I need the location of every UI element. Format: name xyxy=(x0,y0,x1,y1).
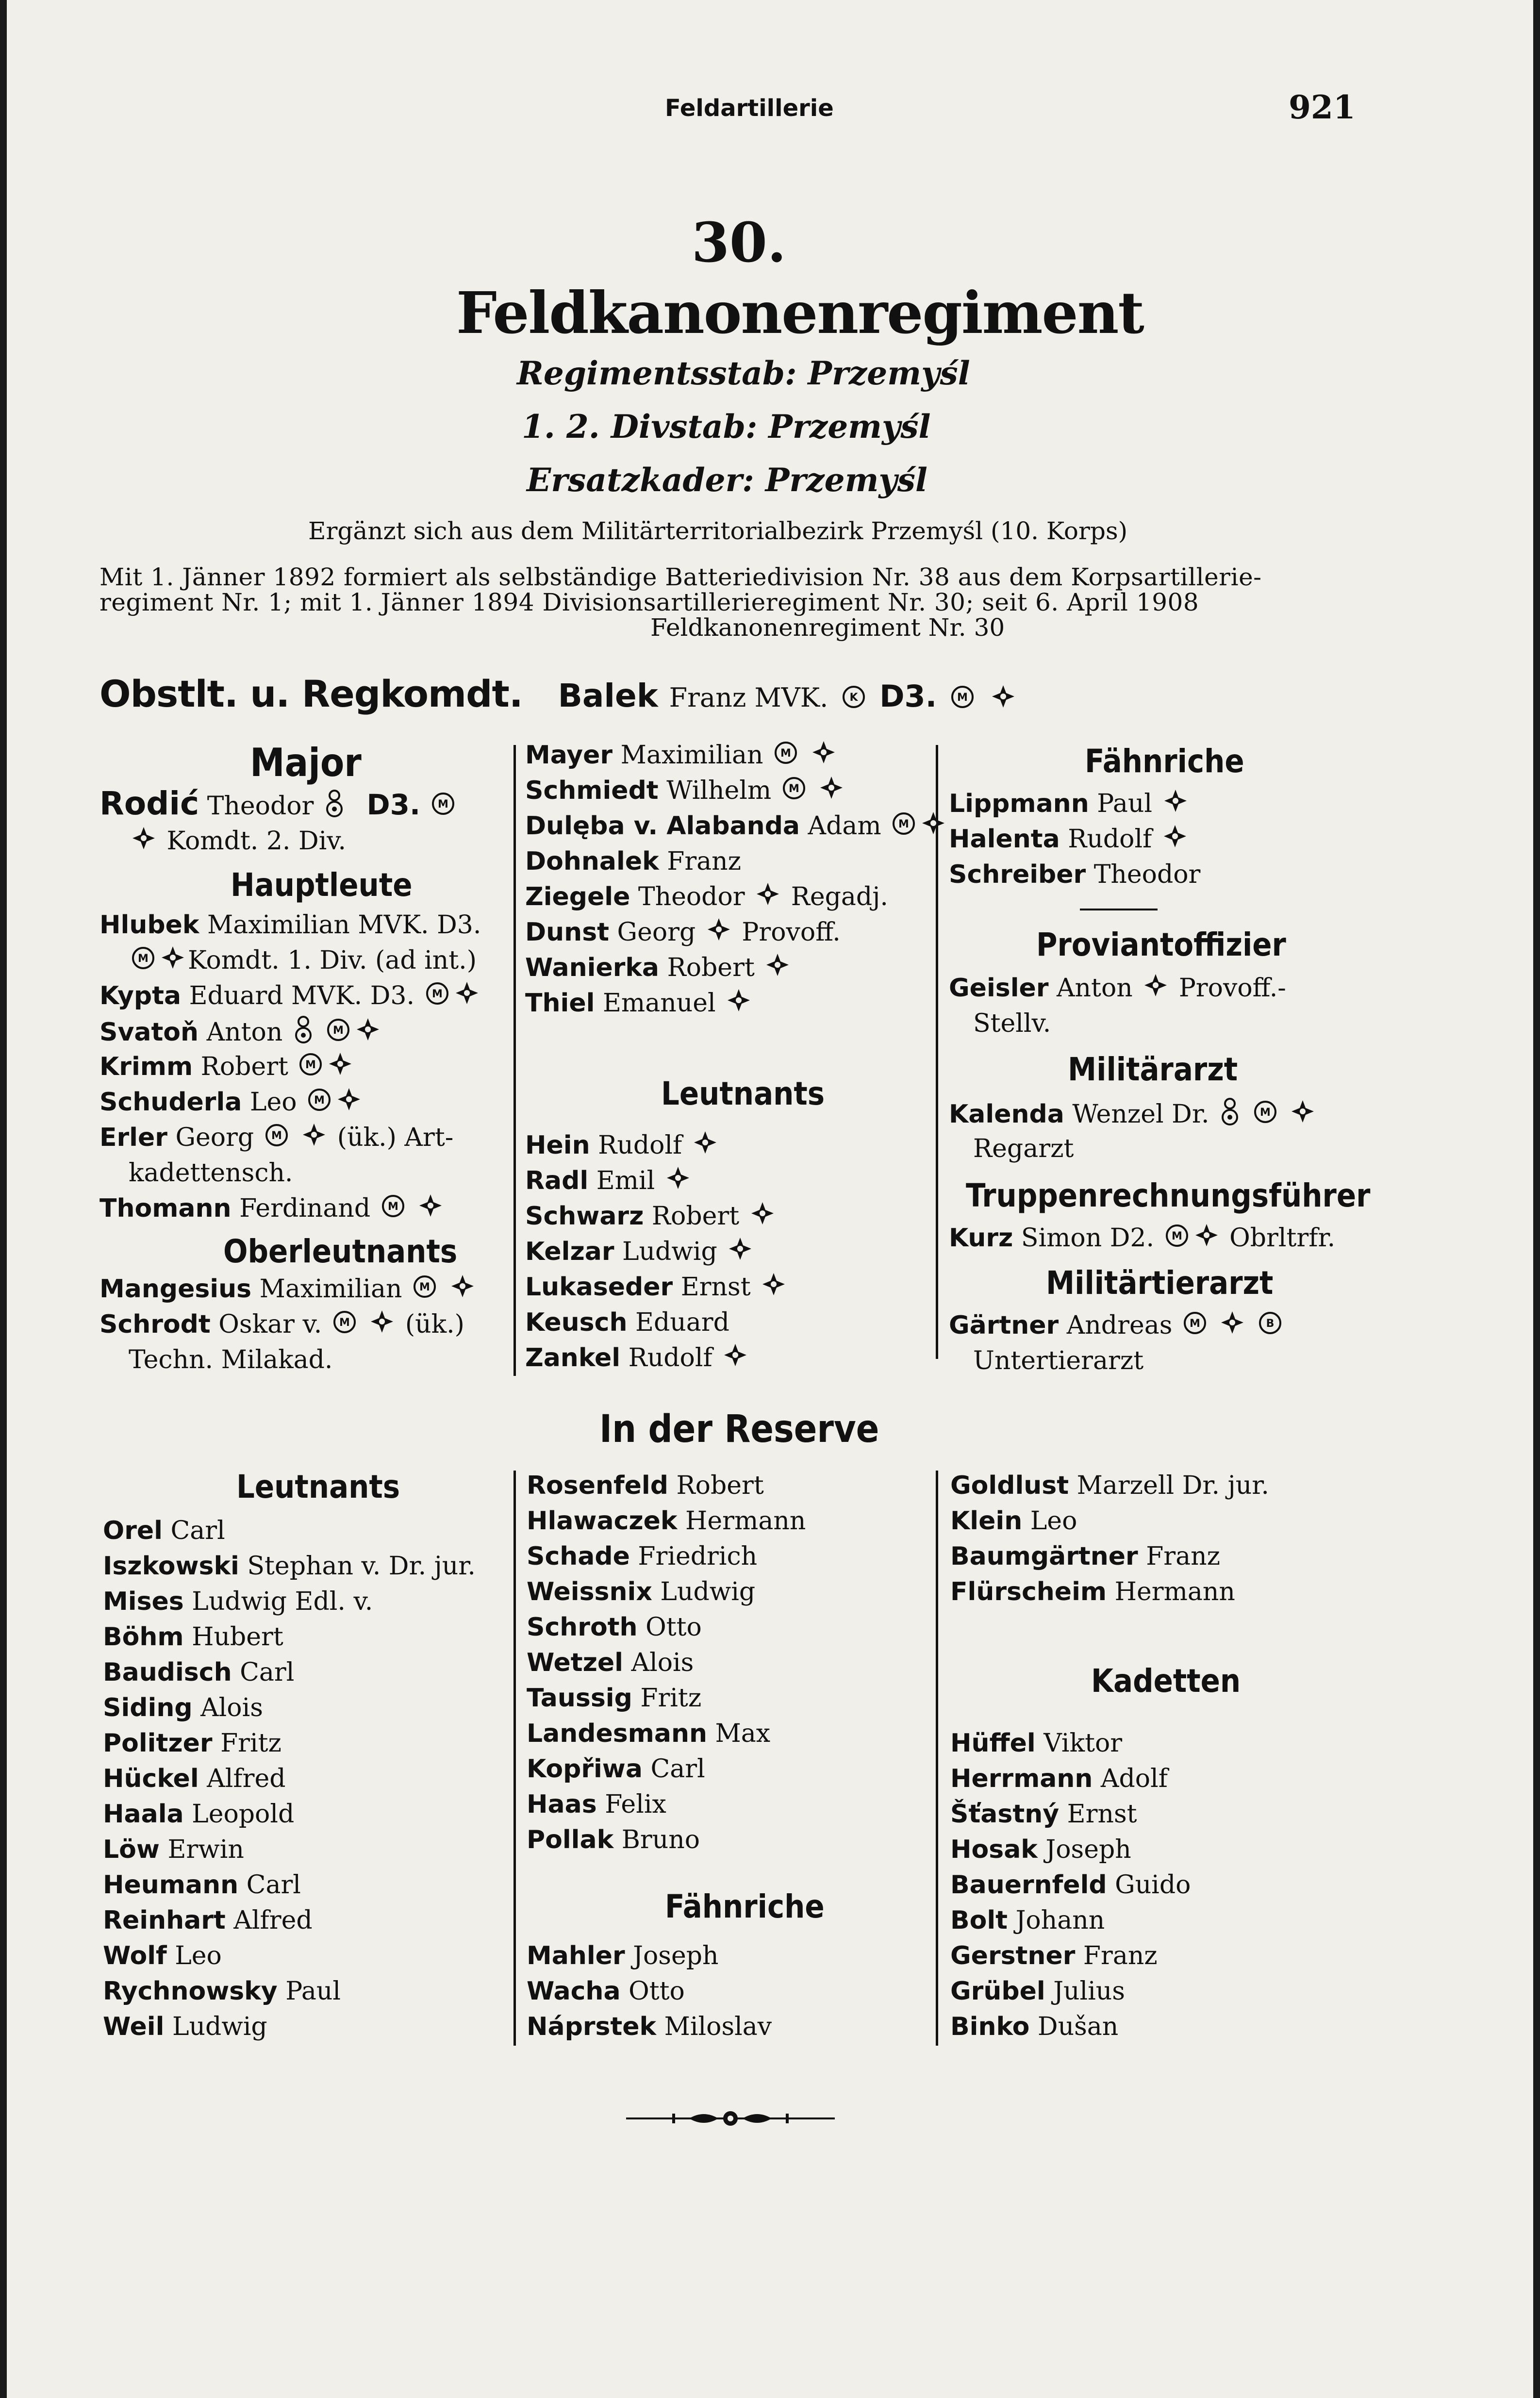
person-details: Viktor xyxy=(1043,1729,1123,1758)
person-name: Krimm xyxy=(99,1052,193,1081)
cross-icon xyxy=(818,775,845,810)
column-rule-4 xyxy=(936,1471,938,2046)
history-line-2: regiment Nr. 1; mit 1. Jänner 1894 Divisionsartillerieregiment Nr. 30; seit 6. April 1908 xyxy=(99,588,1199,616)
medal-k-icon xyxy=(841,673,866,722)
person-details: Leo xyxy=(175,1941,222,1970)
person-name: Haala xyxy=(103,1800,184,1829)
person-name: Lippmann xyxy=(949,789,1089,818)
cross-icon xyxy=(665,1165,691,1200)
person-name: Politzer xyxy=(103,1729,213,1758)
person-details: Franz xyxy=(667,847,742,876)
column-rule-3 xyxy=(513,1471,516,2046)
person-details: Friedrich xyxy=(638,1542,758,1571)
person-name: Schade xyxy=(527,1542,630,1571)
person-details: Wilhelm xyxy=(666,776,772,805)
cross-icon xyxy=(727,1236,753,1271)
person-details: Adam xyxy=(808,811,881,841)
medal-m-icon xyxy=(425,980,450,1015)
person-details: Ernst xyxy=(1067,1800,1137,1829)
person-details: Robert xyxy=(651,1202,740,1231)
major-name: Rodić xyxy=(99,785,199,822)
person-details: Alois xyxy=(631,1648,694,1677)
person-name: Halenta xyxy=(949,825,1060,854)
person-details: Fritz xyxy=(220,1729,282,1758)
person-name: Ziegele xyxy=(525,882,630,911)
person-name: Klein xyxy=(950,1506,1023,1536)
cross-icon xyxy=(726,987,752,1023)
regiment-number: 30. xyxy=(692,211,786,275)
cross-icon xyxy=(990,673,1016,722)
person-details: Marzell Dr. jur. xyxy=(1076,1471,1269,1500)
person-details: Emanuel xyxy=(602,989,716,1018)
cross-icon xyxy=(336,1086,362,1122)
person-details: Stephan v. Dr. jur. xyxy=(247,1552,476,1581)
medal-m-icon xyxy=(781,775,807,810)
person-name: Radl xyxy=(525,1166,589,1195)
cross-icon xyxy=(1193,1222,1220,1257)
person-name: Lukaseder xyxy=(525,1273,673,1302)
person-name: Kelzar xyxy=(525,1237,614,1266)
person-name: Grübel xyxy=(950,1977,1045,2006)
person-details: Andreas xyxy=(1066,1311,1173,1340)
svg-text:K: K xyxy=(849,692,858,704)
person-details: Rudolf xyxy=(1068,825,1152,854)
svg-text:M: M xyxy=(419,1281,431,1293)
divstab-line: 1. 2. Divstab: Przemyśl xyxy=(522,408,931,446)
person-name: Wetzel xyxy=(527,1648,623,1677)
person-name: Herrmann xyxy=(950,1764,1093,1793)
person-name: Mayer xyxy=(525,741,613,770)
person-details: Hermann xyxy=(685,1506,806,1536)
person-details: Julius xyxy=(1053,1977,1125,2006)
person-details: Provoff. xyxy=(742,918,841,947)
person-name: Kypta xyxy=(99,981,182,1010)
person-details: Carl xyxy=(650,1754,705,1784)
person-name: Geisler xyxy=(949,974,1049,1003)
commander-rank: Obstlt. u. Regkomdt. xyxy=(99,672,523,715)
medal-m-icon xyxy=(326,1017,351,1052)
person-name: Landesmann xyxy=(527,1719,707,1748)
person-name: Weil xyxy=(103,2012,165,2041)
person-details: Otto xyxy=(646,1613,702,1642)
medal-m-icon xyxy=(1164,1223,1190,1257)
proviant-heading: Proviantoffizier xyxy=(1036,926,1286,963)
reserve-faehnriche-heading: Fähnriche xyxy=(665,1888,825,1925)
person-name: Pollak xyxy=(527,1825,614,1854)
person-details: Ludwig xyxy=(172,2012,267,2041)
person-name: Schrodt xyxy=(99,1310,211,1339)
person-details: Robert xyxy=(676,1471,764,1500)
person-name: Kalenda xyxy=(949,1100,1064,1129)
svg-text:M: M xyxy=(387,1200,398,1213)
order-ornament-icon xyxy=(324,788,345,828)
militaerarzt-heading: Militärarzt xyxy=(1068,1051,1238,1088)
person-details: Regadj. xyxy=(791,882,888,911)
person-details: Stellv. xyxy=(973,1009,1051,1038)
order-ornament-icon xyxy=(1219,1096,1241,1136)
major-first: Theodor xyxy=(207,792,314,821)
cross-icon xyxy=(301,1122,327,1157)
person-name: Dohnalek xyxy=(525,847,659,876)
person-name: Reinhart xyxy=(103,1906,226,1935)
person-name: Weissnix xyxy=(527,1577,652,1606)
ersatzkader-line: Ersatzkader: Przemyśl xyxy=(527,461,927,499)
person-name: Dunst xyxy=(525,918,610,947)
person-name: Rosenfeld xyxy=(527,1471,668,1500)
person-name: Binko xyxy=(950,2012,1030,2041)
person-details: Paul xyxy=(1097,789,1153,818)
person-details: Carl xyxy=(240,1658,295,1687)
person-name: Thomann xyxy=(99,1194,232,1223)
person-name: Heumann xyxy=(103,1870,239,1900)
svg-text:M: M xyxy=(271,1129,282,1142)
svg-text:M: M xyxy=(437,798,448,810)
person-details: Dušan xyxy=(1037,2012,1119,2041)
person-name: Iszkowski xyxy=(103,1552,239,1581)
person-details: Georg xyxy=(617,918,696,947)
svg-text:M: M xyxy=(1171,1230,1182,1242)
person-name: Hückel xyxy=(103,1764,199,1793)
person-details: Carl xyxy=(246,1870,301,1900)
person-details: Komdt. 1. Div. (ad int.) xyxy=(188,946,477,975)
person-details: Theodor xyxy=(638,882,745,911)
person-name: Gerstner xyxy=(950,1941,1076,1970)
person-details: Eduard MVK. D3. xyxy=(189,981,414,1010)
person-name: Zankel xyxy=(525,1343,621,1373)
cross-icon xyxy=(449,1273,476,1308)
person-details: Maximilian xyxy=(620,741,763,770)
person-details: Hubert xyxy=(192,1622,283,1652)
person-name: Schuderla xyxy=(99,1088,242,1117)
person-details: Anton xyxy=(206,1018,283,1047)
person-details: Georg xyxy=(175,1123,254,1152)
end-ornament-icon xyxy=(626,2104,835,2133)
person-details: Robert xyxy=(200,1052,288,1081)
person-details: Joseph xyxy=(633,1941,719,1970)
cross-icon xyxy=(722,1342,748,1377)
person-name: Mahler xyxy=(527,1941,625,1970)
person-details: Rudolf xyxy=(598,1131,682,1160)
person-name: Keusch xyxy=(525,1308,628,1337)
person-name: Bauernfeld xyxy=(950,1870,1107,1900)
person-details: Theodor xyxy=(1093,860,1201,889)
person-name: Erler xyxy=(99,1123,167,1152)
person-details: Ludwig xyxy=(622,1237,717,1266)
medal-m-icon xyxy=(891,810,916,845)
commander-line xyxy=(99,670,1018,722)
person-details: Provoff.- xyxy=(1178,974,1286,1003)
person-details: kadettensch. xyxy=(129,1158,293,1188)
person-details: Alois xyxy=(200,1693,263,1722)
leutnants-heading: Leutnants xyxy=(661,1075,825,1112)
person-details: Fritz xyxy=(640,1684,702,1713)
cross-icon xyxy=(755,881,781,916)
svg-text:M: M xyxy=(1259,1106,1271,1119)
person-details: Emil xyxy=(596,1166,655,1195)
reserve-heading: In der Reserve xyxy=(599,1407,879,1451)
person-details: Johann xyxy=(1015,1906,1105,1935)
commander-details: Franz MVK. xyxy=(669,682,828,713)
person-details: Regarzt xyxy=(973,1134,1074,1163)
medal-m-icon xyxy=(1253,1099,1278,1134)
person-name: Thiel xyxy=(525,989,595,1018)
svg-text:B: B xyxy=(1266,1317,1275,1330)
person-details: Anton xyxy=(1057,974,1133,1003)
cross-icon xyxy=(1162,823,1188,859)
medal-m-icon xyxy=(298,1051,323,1086)
person-name: Schmiedt xyxy=(525,776,659,805)
person-details: Maximilian MVK. D3. xyxy=(207,910,481,940)
person-name: Svatoň xyxy=(99,1018,199,1047)
cross-icon xyxy=(1162,788,1189,823)
medal-m-icon xyxy=(381,1193,406,1228)
cross-icon xyxy=(369,1308,395,1344)
person-name: Goldlust xyxy=(950,1471,1069,1500)
person-name: Hein xyxy=(525,1131,590,1160)
person-name: Wacha xyxy=(527,1977,621,2006)
svg-text:M: M xyxy=(898,818,910,830)
medal-m-icon xyxy=(950,673,975,722)
person-details: Oskar v. xyxy=(218,1310,322,1339)
svg-text:M: M xyxy=(1189,1317,1200,1330)
tierarzt-heading: Militärtierarzt xyxy=(1046,1264,1274,1302)
divider-rule xyxy=(1080,909,1158,910)
person-details: Franz xyxy=(1083,1941,1158,1970)
person-name: Mangesius xyxy=(99,1274,252,1304)
person-name: Böhm xyxy=(103,1622,184,1652)
person-name: Mises xyxy=(103,1587,184,1616)
person-details: Felix xyxy=(605,1790,666,1819)
medal-m-icon xyxy=(332,1309,357,1344)
order-ornament-icon xyxy=(293,1014,314,1054)
history-line-3: Feldkanonenregiment Nr. 30 xyxy=(650,613,1005,642)
medal-m-icon xyxy=(307,1087,332,1122)
person-name: Wanierka xyxy=(525,953,660,982)
cross-icon xyxy=(417,1192,444,1228)
hauptleute-heading: Hauptleute xyxy=(231,866,413,904)
person-name: Löw xyxy=(103,1835,160,1864)
person-name: Haas xyxy=(527,1790,597,1819)
person-details: Obrltrfr. xyxy=(1229,1224,1336,1253)
medal-m-icon xyxy=(1182,1310,1208,1345)
person-details: Simon D2. xyxy=(1021,1224,1155,1253)
supplement-line: Ergänzt sich aus dem Militärterritorialbezirk Przemyśl (10. Korps) xyxy=(308,517,1128,545)
kadetten-heading: Kadetten xyxy=(1091,1662,1241,1700)
person-name: Hosak xyxy=(950,1835,1038,1864)
person-details: (ük.) xyxy=(405,1310,464,1339)
person-name: Kurz xyxy=(949,1224,1013,1253)
cross-icon xyxy=(761,1271,787,1306)
svg-text:M: M xyxy=(780,747,791,760)
svg-text:M: M xyxy=(339,1316,350,1329)
person-name: Dulęba v. Alabanda xyxy=(525,811,800,841)
person-name: Baudisch xyxy=(103,1658,232,1687)
person-details: Ernst xyxy=(680,1273,751,1302)
svg-text:M: M xyxy=(431,988,443,1000)
medal-m-icon xyxy=(412,1273,437,1308)
oberleutnants-heading: Oberleutnants xyxy=(223,1233,458,1270)
commander-name: Balek xyxy=(558,677,658,714)
cross-icon xyxy=(811,739,837,775)
person-details: Erwin xyxy=(167,1835,244,1864)
person-name: Orel xyxy=(103,1516,163,1545)
person-details: Bruno xyxy=(621,1825,700,1854)
medal-m-icon xyxy=(264,1122,289,1157)
person-details: Robert xyxy=(667,953,755,982)
commander-d3: D3. xyxy=(879,678,937,714)
svg-text:M: M xyxy=(305,1058,316,1071)
cross-icon xyxy=(355,1016,381,1052)
cross-icon xyxy=(1290,1098,1316,1134)
cross-icon xyxy=(327,1051,353,1086)
major-line-2: Komdt. 2. Div. xyxy=(166,827,347,856)
faehnriche-heading: Fähnriche xyxy=(1085,743,1244,780)
cross-icon xyxy=(764,952,791,987)
person-name: Siding xyxy=(103,1693,193,1722)
person-details: Leo xyxy=(1030,1506,1077,1536)
person-details: Rudolf xyxy=(628,1343,712,1373)
person-details: (ük.) Art- xyxy=(337,1123,454,1152)
person-details: Paul xyxy=(285,1977,341,2006)
cross-icon xyxy=(1143,972,1169,1008)
page-number: 921 xyxy=(1289,88,1356,126)
person-name: Náprstek xyxy=(527,2012,657,2041)
person-details: Alfred xyxy=(233,1906,313,1935)
person-details: Maximilian xyxy=(259,1274,402,1304)
page-border-right xyxy=(1533,0,1540,2398)
person-name: Schroth xyxy=(527,1613,638,1642)
page-border-left xyxy=(0,0,7,2398)
person-name: Bolt xyxy=(950,1906,1008,1935)
reserve-leutnants-heading: Leutnants xyxy=(236,1468,400,1505)
person-name: Baumgärtner xyxy=(950,1542,1138,1571)
cross-icon xyxy=(1219,1309,1245,1345)
person-details: Carl xyxy=(170,1516,225,1545)
svg-text:M: M xyxy=(138,952,149,965)
person-details: Wenzel Dr. xyxy=(1072,1100,1209,1129)
person-details: Otto xyxy=(629,1977,685,2006)
svg-text:M: M xyxy=(788,782,799,795)
medal-b-icon xyxy=(1258,1310,1283,1345)
cross-icon xyxy=(920,810,946,845)
running-header: Feldartillerie xyxy=(665,95,834,122)
person-details: Max xyxy=(715,1719,771,1748)
person-details: Guido xyxy=(1115,1870,1191,1900)
cross-icon xyxy=(706,916,732,952)
person-name: Rychnowsky xyxy=(103,1977,278,2006)
rechnungsfuehrer-heading: Truppenrechnungsführer xyxy=(966,1177,1371,1214)
person-name: Gärtner xyxy=(949,1311,1059,1340)
person-name: Wolf xyxy=(103,1941,167,1970)
history-line-1: Mit 1. Jänner 1892 formiert als selbständige Batteriedivision Nr. 38 aus dem Korpsartillerie- xyxy=(99,563,1262,591)
svg-text:M: M xyxy=(314,1094,325,1107)
column-rule-1 xyxy=(513,745,516,1376)
regiment-name: Feldkanonenregiment xyxy=(456,279,1143,347)
person-details: Alfred xyxy=(207,1764,286,1793)
person-name: Hlawaczek xyxy=(527,1506,678,1536)
person-details: Miloslav xyxy=(664,2012,772,2041)
person-details: Leopold xyxy=(192,1800,295,1829)
major-d3: D3. xyxy=(366,788,421,821)
cross-icon xyxy=(454,980,480,1015)
medal-m-icon xyxy=(131,945,156,980)
person-name: Taussig xyxy=(527,1684,632,1713)
major-heading: Major xyxy=(250,740,362,785)
regimentsstab-line: Regimentsstab: Przemyśl xyxy=(517,354,970,392)
person-name: Hlubek xyxy=(99,910,199,940)
person-details: Joseph xyxy=(1045,1835,1131,1864)
person-details: Leo xyxy=(249,1088,297,1117)
svg-text:M: M xyxy=(333,1024,344,1037)
person-details: Ludwig Edl. v. xyxy=(192,1587,373,1616)
person-name: Šťastný xyxy=(950,1800,1060,1829)
svg-text:M: M xyxy=(957,692,968,704)
person-details: Adolf xyxy=(1100,1764,1168,1793)
person-name: Schwarz xyxy=(525,1202,644,1231)
person-details: Techn. Milakad. xyxy=(129,1345,333,1374)
person-name: Kopřiwa xyxy=(527,1754,643,1784)
person-details: Untertierarzt xyxy=(973,1346,1144,1375)
cross-icon xyxy=(131,825,157,860)
cross-icon xyxy=(160,944,186,980)
person-details: Ludwig xyxy=(660,1577,756,1606)
person-details: Hermann xyxy=(1114,1577,1235,1606)
medal-m-icon xyxy=(431,791,456,826)
person-name: Schreiber xyxy=(949,860,1086,889)
cross-icon xyxy=(692,1129,718,1165)
medal-m-icon xyxy=(773,740,798,775)
person-details: Franz xyxy=(1146,1542,1221,1571)
cross-icon xyxy=(749,1200,776,1236)
person-name: Flürscheim xyxy=(950,1577,1107,1606)
person-details: Eduard xyxy=(635,1308,729,1337)
person-details: Ferdinand xyxy=(239,1194,371,1223)
person-name: Hüffel xyxy=(950,1729,1036,1758)
